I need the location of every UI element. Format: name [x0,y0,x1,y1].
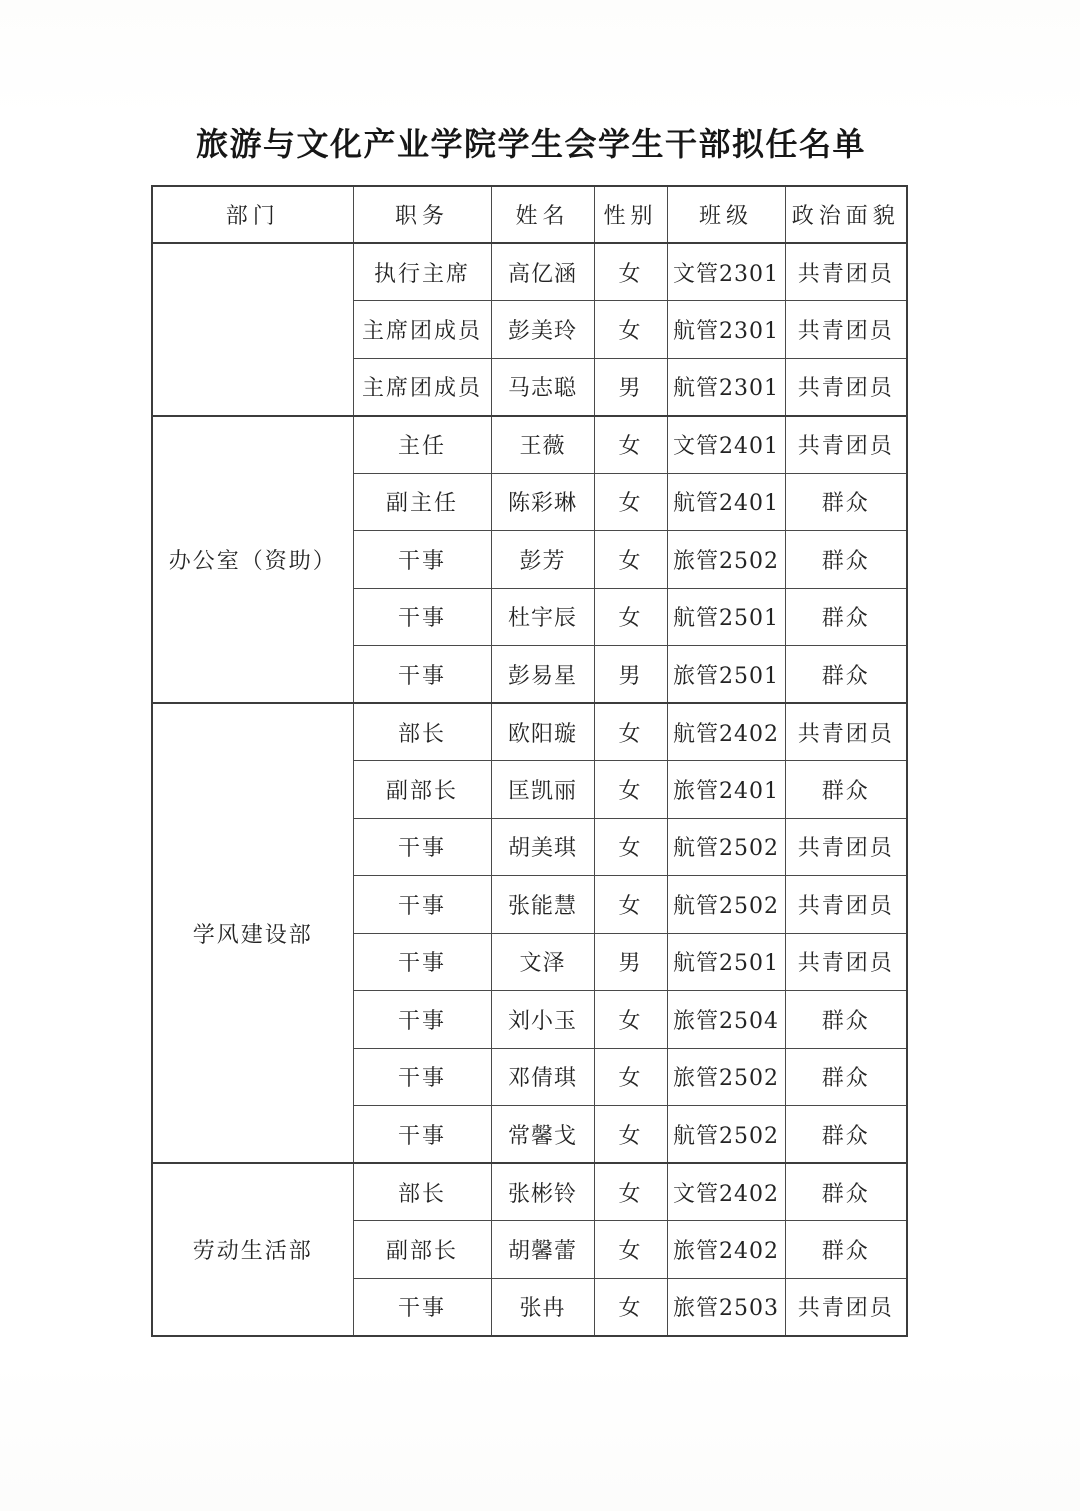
cell-gender: 女 [594,588,667,646]
cell-position: 干事 [353,818,491,876]
cell-political_status: 群众 [785,1048,907,1106]
department-cell: 办公室（资助） [152,416,353,704]
cell-political_status: 共青团员 [785,933,907,991]
cell-name: 彭芳 [491,531,594,589]
cell-position: 主任 [353,416,491,474]
cell-name: 胡美琪 [491,818,594,876]
department-cell [152,243,353,416]
cell-position: 干事 [353,1278,491,1336]
cell-name: 彭易星 [491,646,594,704]
cell-name: 常馨戈 [491,1106,594,1164]
cell-name: 杜宇辰 [491,588,594,646]
cell-gender: 女 [594,473,667,531]
cell-name: 张彬铃 [491,1163,594,1221]
cell-political_status: 群众 [785,1221,907,1279]
cell-gender: 男 [594,646,667,704]
column-header-1: 职务 [353,186,491,243]
cell-position: 干事 [353,588,491,646]
cell-political_status: 群众 [785,646,907,704]
cell-position: 干事 [353,1048,491,1106]
cell-name: 邓倩琪 [491,1048,594,1106]
cell-name: 刘小玉 [491,991,594,1049]
column-header-2: 姓名 [491,186,594,243]
cell-position: 干事 [353,933,491,991]
header-row [152,186,907,243]
table-body [152,243,907,1336]
cell-gender: 女 [594,1163,667,1221]
cell-class: 旅管2501 [667,646,785,704]
cell-name: 彭美玲 [491,301,594,359]
cell-name: 文泽 [491,933,594,991]
cell-name: 高亿涵 [491,243,594,301]
table-row [152,703,907,761]
cell-gender: 女 [594,1278,667,1336]
cell-class: 航管2401 [667,473,785,531]
cell-name: 马志聪 [491,358,594,416]
table-row [152,243,907,301]
cadre-roster-table [151,185,908,1337]
cell-position: 副部长 [353,1221,491,1279]
cell-position: 干事 [353,876,491,934]
cell-position: 执行主席 [353,243,491,301]
cell-political_status: 群众 [785,1106,907,1164]
cell-position: 副主任 [353,473,491,531]
cell-gender: 女 [594,1106,667,1164]
column-header-5: 政治面貌 [785,186,907,243]
column-header-0: 部门 [152,186,353,243]
cell-class: 旅管2504 [667,991,785,1049]
cell-political_status: 群众 [785,991,907,1049]
cell-name: 陈彩琳 [491,473,594,531]
cell-position: 副部长 [353,761,491,819]
cell-name: 匡凯丽 [491,761,594,819]
cell-class: 航管2402 [667,703,785,761]
cell-gender: 女 [594,416,667,474]
cell-gender: 女 [594,703,667,761]
cell-gender: 女 [594,876,667,934]
cell-gender: 女 [594,818,667,876]
cell-political_status: 群众 [785,761,907,819]
cell-political_status: 共青团员 [785,703,907,761]
cell-political_status: 群众 [785,588,907,646]
cell-gender: 女 [594,1048,667,1106]
cell-political_status: 共青团员 [785,358,907,416]
cell-position: 部长 [353,1163,491,1221]
cell-class: 旅管2401 [667,761,785,819]
cell-position: 干事 [353,1106,491,1164]
cell-gender: 女 [594,301,667,359]
cell-class: 旅管2402 [667,1221,785,1279]
table-row [152,1163,907,1221]
cell-political_status: 群众 [785,473,907,531]
cell-class: 旅管2502 [667,1048,785,1106]
department-cell: 学风建设部 [152,703,353,1163]
cell-gender: 女 [594,243,667,301]
cell-class: 航管2301 [667,301,785,359]
cell-gender: 女 [594,1221,667,1279]
cell-position: 干事 [353,531,491,589]
cell-political_status: 共青团员 [785,818,907,876]
page-title: 旅游与文化产业学院学生会学生干部拟任名单 [195,125,866,163]
cell-class: 旅管2503 [667,1278,785,1336]
cell-political_status: 群众 [785,1163,907,1221]
department-cell: 劳动生活部 [152,1163,353,1336]
cell-position: 部长 [353,703,491,761]
cell-class: 航管2502 [667,876,785,934]
cell-name: 张冉 [491,1278,594,1336]
cell-class: 航管2501 [667,588,785,646]
cell-class: 旅管2502 [667,531,785,589]
cell-political_status: 共青团员 [785,243,907,301]
cell-position: 干事 [353,991,491,1049]
cell-class: 航管2502 [667,1106,785,1164]
cell-gender: 男 [594,933,667,991]
cell-position: 干事 [353,646,491,704]
cell-gender: 女 [594,761,667,819]
cell-class: 航管2501 [667,933,785,991]
cell-political_status: 共青团员 [785,1278,907,1336]
cell-political_status: 共青团员 [785,301,907,359]
cell-political_status: 共青团员 [785,416,907,474]
cell-name: 张能慧 [491,876,594,934]
cell-political_status: 共青团员 [785,876,907,934]
cell-class: 航管2502 [667,818,785,876]
cell-name: 欧阳璇 [491,703,594,761]
cell-position: 主席团成员 [353,301,491,359]
cell-political_status: 群众 [785,531,907,589]
cell-class: 航管2301 [667,358,785,416]
cell-gender: 女 [594,531,667,589]
cell-gender: 女 [594,991,667,1049]
table-row [152,416,907,474]
cell-class: 文管2301 [667,243,785,301]
cell-position: 主席团成员 [353,358,491,416]
cell-class: 文管2402 [667,1163,785,1221]
cell-name: 王薇 [491,416,594,474]
cell-class: 文管2401 [667,416,785,474]
column-header-4: 班级 [667,186,785,243]
cell-name: 胡馨蕾 [491,1221,594,1279]
column-header-3: 性别 [594,186,667,243]
table-header [152,186,907,243]
cell-gender: 男 [594,358,667,416]
